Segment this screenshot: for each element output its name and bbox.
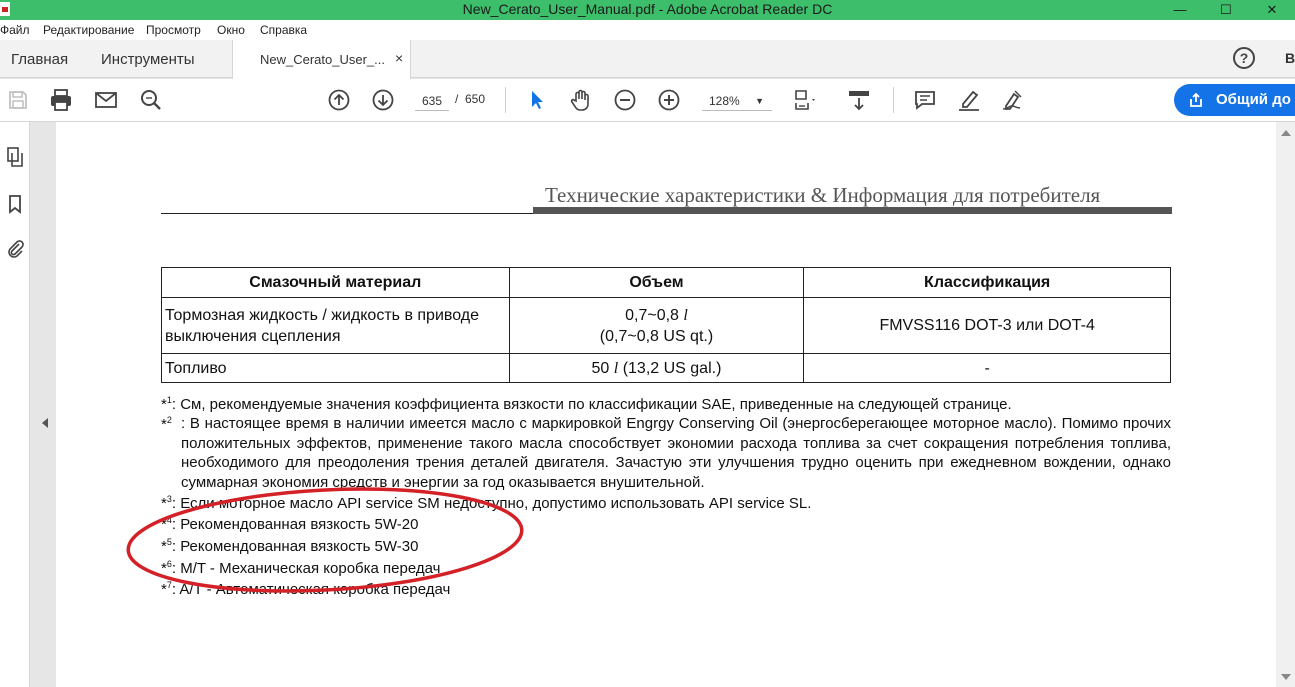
page-header-title: Технические характеристики & Информация для потребителя	[545, 183, 1101, 207]
table-cell: FMVSS116 DOT-3 или DOT-4	[804, 298, 1171, 354]
volume-us: (0,7~0,8 US qt.)	[599, 327, 714, 345]
current-page-input[interactable]: 635	[415, 91, 449, 111]
toolbar	[0, 79, 1295, 122]
table-cell: -	[804, 354, 1171, 383]
select-cursor-icon[interactable]	[524, 87, 550, 113]
scroll-up-icon[interactable]	[1281, 130, 1291, 136]
volume-value: 0,7~0,8	[625, 306, 679, 324]
close-window-button[interactable]: ✕	[1266, 2, 1278, 17]
attachments-icon[interactable]	[4, 238, 26, 260]
share-button-label: Общий до	[1216, 91, 1291, 108]
tab-document-label: New_Cerato_User_...	[260, 52, 385, 67]
menu-window[interactable]: Окно	[217, 23, 245, 37]
sign-icon[interactable]	[1000, 87, 1026, 113]
chevron-down-icon: ▼	[755, 96, 764, 106]
volume-unit: l	[613, 359, 619, 377]
scroll-mode-icon[interactable]	[846, 87, 872, 113]
page-separator: /	[455, 92, 459, 106]
table-header-row	[162, 268, 1171, 298]
tab-document[interactable]	[232, 40, 411, 79]
tab-home[interactable]: Главная	[11, 51, 69, 68]
footnote: *$^7$: A/T - Автоматическая коробка передач	[161, 580, 451, 598]
close-tab-icon[interactable]: ×	[395, 50, 404, 66]
footnote: *$^4$: Рекомендованная вязкость 5W-20	[161, 515, 419, 533]
table-cell-volume	[509, 298, 804, 354]
table-cell: Топливо	[162, 354, 510, 383]
header-rule	[161, 213, 535, 214]
previous-page-icon[interactable]	[326, 87, 352, 113]
column-header: Классификация	[804, 268, 1171, 298]
zoom-level-select[interactable]	[702, 91, 772, 111]
menu-bar	[0, 20, 1295, 40]
footnote: *$^3$: Если моторное масло API service SM недоступно, допустимо использовать API service SL.	[161, 494, 812, 512]
share-icon	[1188, 92, 1204, 108]
print-icon[interactable]	[48, 87, 74, 113]
vertical-scrollbar[interactable]	[1276, 122, 1295, 687]
lubricant-table	[161, 267, 1171, 383]
search-icon[interactable]	[138, 87, 164, 113]
column-header: Объем	[509, 268, 804, 298]
tab-tools[interactable]: Инструменты	[101, 51, 195, 68]
scroll-down-icon[interactable]	[1281, 674, 1291, 680]
total-pages: 650	[465, 92, 486, 106]
help-icon[interactable]: ?	[1233, 47, 1255, 69]
window-title: New_Cerato_User_Manual.pdf - Adobe Acrobat Reader DC	[462, 1, 833, 17]
tab-bar	[0, 40, 1295, 78]
minimize-button[interactable]: —	[1173, 2, 1187, 17]
menu-view[interactable]: Просмотр	[146, 23, 201, 37]
bookmarks-icon[interactable]	[4, 193, 26, 215]
zoom-level-value: 128%	[709, 94, 740, 108]
toolbar-divider	[893, 87, 894, 113]
footnote: *$^6$: M/T - Механическая коробка передач	[161, 559, 441, 577]
menu-edit[interactable]: Редактирование	[43, 23, 135, 37]
menu-file[interactable]: Файл	[0, 23, 30, 37]
column-header: Смазочный материал	[162, 268, 510, 298]
highlight-icon[interactable]	[956, 87, 982, 113]
page-thumbnails-icon[interactable]	[4, 146, 26, 168]
volume-unit: l	[683, 306, 688, 324]
table-cell-volume	[509, 354, 804, 383]
share-button[interactable]	[1174, 84, 1295, 116]
comment-icon[interactable]	[912, 87, 938, 113]
footnote: *$^5$: Рекомендованная вязкость 5W-30	[161, 537, 419, 555]
zoom-in-icon[interactable]	[656, 87, 682, 113]
toolbar-divider	[505, 87, 506, 113]
header-bar	[533, 207, 1172, 214]
save-icon[interactable]	[5, 87, 31, 113]
hand-tool-icon[interactable]	[568, 87, 594, 113]
footnote: *$^1$: См, рекомендуемые значения коэффициента вязкости по классификации SAE, приведенные на следующей странице.	[161, 395, 1012, 413]
page-fit-icon[interactable]	[792, 87, 818, 113]
red-ellipse-annotation	[124, 486, 526, 594]
next-page-icon[interactable]	[370, 87, 396, 113]
panel-collapse-icon[interactable]	[42, 418, 48, 428]
zoom-out-icon[interactable]	[612, 87, 638, 113]
volume-us: (13,2 US gal.)	[622, 359, 722, 377]
title-bar	[0, 0, 1295, 20]
menu-help[interactable]: Справка	[260, 23, 308, 37]
sign-in-button[interactable]: В	[1285, 50, 1295, 66]
table-row	[162, 298, 1171, 354]
table-cell: Тормозная жидкость / жидкость в приводе выключения сцепления	[162, 298, 510, 354]
footnote-marker: *$^2$	[161, 415, 172, 433]
footnote: : В настоящее время в наличии имеется масло с маркировкой Engrgy Conserving Oil (энергосберегающее моторное масло). Помимо прочих положительных эффектов, применение такого масла способствует экономии расхода топлива за счет сокращения потребления топлива, необходимого для преодоления трения деталей двигателя. Зачастую эти улучшения трудно оценить при ежедневном вождении, однако суммарная экономия средств и энергии за год оказывается внушительной.	[181, 415, 1171, 491]
left-navigation-panel	[0, 122, 30, 687]
volume-value: 50	[591, 359, 610, 377]
email-icon[interactable]	[93, 87, 119, 113]
table-row	[162, 354, 1171, 383]
maximize-button[interactable]: ☐	[1220, 2, 1232, 17]
